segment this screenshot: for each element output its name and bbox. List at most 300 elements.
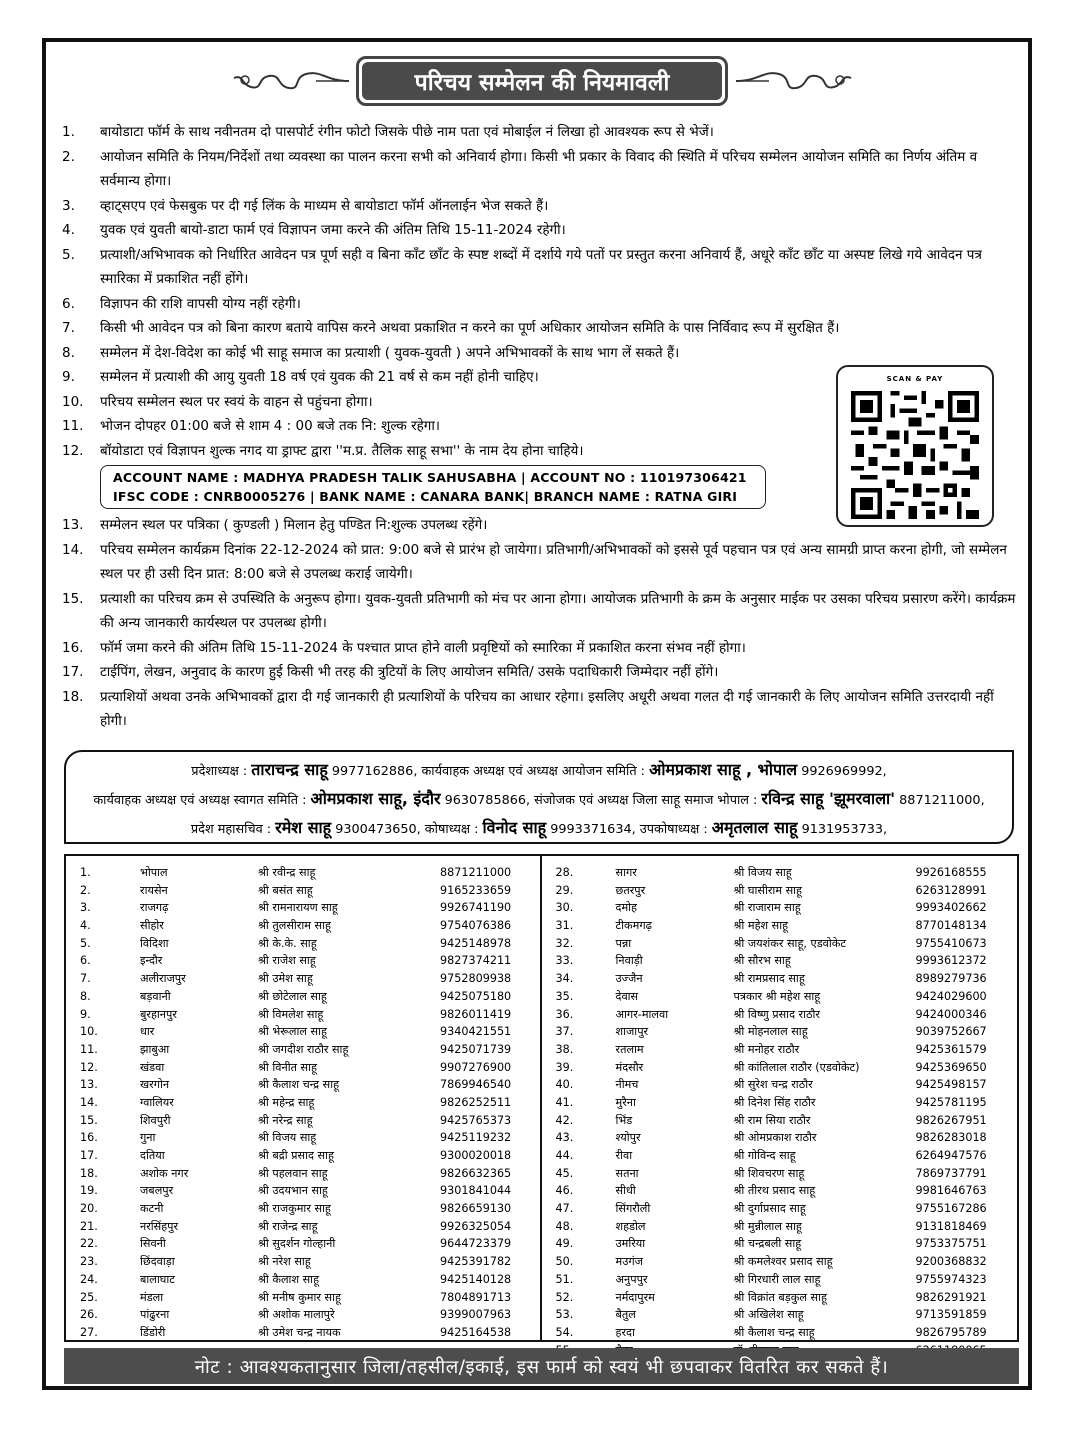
person-name: श्री गोविन्द साहू — [733, 1149, 796, 1162]
table-row — [556, 1129, 1018, 1147]
rule-item — [62, 587, 1022, 636]
phone-number: 9039752667 — [915, 1025, 987, 1039]
phone-number: 9425071739 — [440, 1042, 512, 1056]
bank-account-box — [100, 465, 766, 509]
person-name: श्री राजेश साहू — [258, 954, 316, 968]
table-row — [556, 1041, 1018, 1059]
rule-number: 4. — [62, 222, 75, 238]
phone-number: 9424029600 — [915, 989, 987, 1003]
table-row — [80, 864, 540, 882]
district-name: नर्मदापुरम — [615, 1290, 655, 1304]
table-row — [556, 1147, 1018, 1165]
row-number: 26. — [80, 1308, 98, 1322]
district-name: भिंड — [615, 1113, 633, 1127]
table-row — [80, 1218, 540, 1236]
phone-number: 9755167286 — [915, 1202, 987, 1216]
row-number: 22. — [80, 1237, 98, 1251]
district-name: मंडला — [140, 1290, 164, 1304]
table-row — [556, 1112, 1018, 1130]
rule-text: टाईपिंग, लेखन, अनुवाद के कारण हुई किसी भी तरह की त्रुटियों के लिए आयोजन समिति/ उसके पदाधिकारी जिम्मेदार नहीं होंगे। — [100, 664, 719, 680]
rule-number: 12. — [62, 442, 84, 459]
district-name: श्योपुर — [615, 1131, 641, 1145]
phone-number: 9993402662 — [915, 901, 987, 915]
table-row — [80, 988, 540, 1006]
person-name: श्री कमलेश्वर प्रसाद साहू — [733, 1255, 833, 1269]
table-row — [556, 970, 1018, 988]
district-name: खरगोन — [140, 1078, 170, 1092]
row-number: 33. — [555, 954, 574, 968]
row-number: 27. — [80, 1325, 98, 1339]
rule-number: 9. — [62, 369, 75, 385]
district-name: राजगढ़ — [140, 901, 169, 915]
row-number: 37. — [555, 1025, 574, 1039]
official-name: अमृतलाल साहू — [711, 818, 798, 837]
rule-text: युवक एवं युवती बायो-डाटा फार्म एवं विज्ञापन जमा करने की अंतिम तिथि 15-11-2024 रहेगी। — [100, 222, 566, 238]
person-name: श्री रवीन्द्र साहू — [258, 866, 316, 879]
table-row — [80, 1271, 540, 1289]
table-row — [80, 882, 540, 900]
row-number: 10. — [80, 1025, 98, 1039]
phone-number: 9754076386 — [440, 919, 512, 933]
phone-number: 9425781195 — [915, 1095, 987, 1109]
person-name: श्री विमलेश साहू — [258, 1007, 324, 1021]
district-name: गुना — [140, 1131, 156, 1145]
district-name: ग्वालियर — [140, 1095, 174, 1109]
row-number: 7. — [80, 972, 91, 986]
district-name: बड़वानी — [140, 989, 171, 1003]
district-name: टीकमगढ़ — [615, 919, 652, 933]
person-name: श्री अखिलेश साहू — [733, 1308, 804, 1322]
row-number: 35. — [555, 989, 574, 1003]
rule-text: फॉर्म जमा करने की अंतिम तिथि 15-11-2024 के पश्चात प्राप्त होने वाली प्रवृष्टियों को स्मारिका में प्रकाशित करना संभव नहीं होगा। — [100, 639, 746, 656]
person-name: श्री रामनारायण साहू — [258, 901, 338, 915]
district-name: बैतुल — [615, 1308, 636, 1322]
row-number: 12. — [80, 1060, 98, 1074]
table-row — [80, 899, 540, 917]
rule-number: 14. — [62, 541, 84, 558]
person-name: श्री अशोक मालापुरे — [258, 1308, 335, 1322]
table-row — [80, 935, 540, 953]
table-row — [556, 1218, 1018, 1236]
official-label: कार्यवाहक अध्यक्ष एवं अध्यक्ष स्वागत समिति : — [93, 793, 311, 808]
phone-number: 9200368832 — [915, 1255, 987, 1269]
account-line-1: ACCOUNT NAME : MADHYA PRADESH TALIK SAHUSABHA | ACCOUNT NO : 110197306421 — [113, 470, 747, 485]
phone-number: 7869737791 — [915, 1166, 987, 1180]
row-number: 5. — [80, 936, 91, 950]
table-row — [556, 1235, 1018, 1253]
person-name: श्री उमेश चन्द्र नायक — [258, 1325, 341, 1339]
phone-number: 9300020018 — [440, 1149, 512, 1162]
row-number: 4. — [80, 919, 91, 933]
person-name: श्री के.के. साहू — [258, 936, 317, 950]
phone-number: 6263128991 — [915, 883, 987, 897]
table-row — [80, 1059, 540, 1077]
table-row — [80, 1235, 540, 1253]
rule-text: प्रत्याशी/अभिभावक को निर्धारित आवेदन पत्र पूर्ण सही व बिना काँट छाँट के स्पष्ट शब्दों में दर्शाये गये पतों पर प्रस्तुत करना अनिवार्य हैं, अधूरे काँट छाँट या अस्पष्ट लिखे गये आवेदन पत्र स्मारिका में प्रकाशित नहीं होंगे। — [100, 246, 982, 287]
person-name: श्री तीरथ प्रसाद साहू — [733, 1184, 816, 1198]
footer-note: नोट : आवश्यकतानुसार जिला/तहसील/इकाई, इस फार्म को स्वयं भी छपवाकर वितरित कर सकते हैं। — [64, 1348, 1019, 1384]
row-number: 40. — [555, 1078, 574, 1092]
title-box — [356, 56, 728, 106]
person-name: श्री कांतिलाल राठौर (एडवोकेट) — [733, 1060, 860, 1074]
table-row — [556, 1253, 1018, 1271]
table-row — [80, 1306, 540, 1324]
rule-number: 10. — [62, 393, 84, 410]
district-name: मंदसौर — [615, 1060, 644, 1074]
district-name: बालाघाट — [140, 1272, 175, 1286]
official-label: 9300473650, कोषाध्यक्ष : — [331, 822, 483, 837]
phone-number: 9425164538 — [440, 1325, 512, 1339]
rule-text: सम्मेलन में देश-विदेश का कोई भी साहू समाज का प्रत्याशी ( युवक-युवती ) अपने अभिभावकों के साथ भाग लें सकते हैं। — [100, 344, 680, 361]
table-row — [556, 1165, 1018, 1183]
rule-item — [62, 660, 1022, 685]
phone-number: 9827374211 — [440, 954, 512, 968]
district-name: सागर — [615, 866, 637, 879]
rule-number: 1. — [62, 124, 75, 140]
table-row — [80, 1165, 540, 1183]
row-number: 36. — [555, 1007, 574, 1021]
district-name: रायसेन — [140, 883, 168, 897]
person-name: श्री दिनेश सिंह राठौर — [733, 1095, 816, 1109]
row-number: 1. — [80, 866, 91, 879]
district-name: झाबुआ — [140, 1042, 170, 1056]
row-number: 29. — [555, 883, 574, 897]
phone-number: 9926168555 — [915, 866, 987, 879]
district-name: धार — [140, 1025, 155, 1039]
rule-item — [62, 685, 1022, 734]
phone-number: 9981646763 — [915, 1184, 987, 1198]
phone-number: 9425765373 — [440, 1113, 512, 1127]
phone-number: 9425361579 — [915, 1042, 987, 1056]
person-name: श्री शिवचरण साहू — [733, 1166, 805, 1180]
district-name: रीवा — [615, 1149, 633, 1162]
official-phone: 9131953733, — [797, 822, 888, 837]
district-name: जबलपुर — [140, 1184, 174, 1198]
table-row — [556, 1324, 1018, 1342]
person-name: श्री ओमप्रकाश राठौर — [733, 1131, 817, 1145]
row-number: 24. — [80, 1272, 98, 1286]
phone-number: 9425498157 — [915, 1078, 987, 1092]
phone-number: 9826632365 — [440, 1166, 512, 1180]
table-row — [80, 1041, 540, 1059]
phone-number: 8770148134 — [915, 919, 987, 933]
official-label: 9977162886, कार्यवाहक अध्यक्ष एवं अध्यक्ष आयोजन समिति : — [327, 764, 650, 779]
table-row — [80, 1253, 540, 1271]
qr-payment-box[interactable] — [836, 365, 994, 527]
phone-number: 9425140128 — [440, 1272, 512, 1286]
person-name: श्री मोहनलाल साहू — [733, 1025, 808, 1039]
row-number: 31. — [555, 919, 574, 933]
official-name: ताराचन्द्र साहू — [251, 760, 328, 779]
person-name: श्री नरेन्द्र साहू — [258, 1113, 313, 1127]
phone-number: 9425391782 — [440, 1255, 512, 1269]
table-row — [80, 1324, 540, 1342]
district-name: सिंगरौली — [615, 1202, 651, 1216]
district-name: बुरहानपुर — [140, 1007, 177, 1021]
row-number: 41. — [555, 1095, 574, 1109]
officials-line-3 — [66, 814, 1012, 843]
row-number: 43. — [555, 1131, 574, 1145]
row-number: 50. — [555, 1255, 574, 1269]
district-name: हरदा — [615, 1325, 635, 1339]
phone-number: 9301841044 — [440, 1184, 512, 1198]
district-name: रतलाम — [615, 1042, 644, 1056]
phone-number: 9826283018 — [915, 1131, 987, 1145]
rule-number: 6. — [62, 295, 75, 312]
table-row — [80, 1006, 540, 1024]
district-name: उमरिया — [615, 1237, 646, 1251]
district-contacts-table — [64, 854, 1019, 1342]
table-row — [80, 1147, 540, 1165]
person-name: श्री विजय साहू — [733, 866, 792, 879]
person-name: श्री विक्रांत बड़कुल साहू — [733, 1290, 827, 1304]
person-name: श्री विजय साहू — [258, 1131, 317, 1145]
phone-number: 9826795789 — [915, 1325, 987, 1339]
district-name: दतिया — [140, 1149, 165, 1162]
person-name: श्री विनीत साहू — [258, 1060, 317, 1074]
phone-number: 9926325054 — [440, 1219, 512, 1233]
rule-number: 8. — [62, 344, 75, 361]
person-name: श्री छोटेलाल साहू — [258, 989, 327, 1003]
phone-number: 9826291921 — [915, 1290, 987, 1304]
rule-number: 3. — [62, 197, 75, 214]
account-line-2: IFSC CODE : CNRB0005276 | BANK NAME : CANARA BANK| BRANCH NAME : RATNA GIRI — [113, 489, 738, 504]
table-row — [556, 917, 1018, 935]
district-name: सतना — [615, 1166, 639, 1180]
qr-code-icon[interactable] — [851, 391, 979, 519]
rule-text: सम्मेलन स्थल पर पत्रिका ( कुण्डली ) मिलान हेतु पण्डित नि:शुल्क उपलब्ध रहेंगे। — [100, 517, 488, 533]
rule-item — [62, 538, 1022, 587]
rule-text: बायोडाटा फॉर्म के साथ नवीनतम दो पासपोर्ट रंगीन फोटो जिसके पीछे नाम पता एवं मोबाईल नं लिखा हो आवश्यक रूप से भेजें। — [100, 124, 714, 140]
rule-text: प्रत्याशियों अथवा उनके अभिभावकों द्वारा दी गई जानकारी ही प्रत्याशियों के परिचय का आधार रहेगा। इसलिए अधूरी अथवा गलत दी गई जानकारी के लिए आयोजन समिति उत्तरदायी नहीं होगी। — [100, 688, 994, 729]
phone-number: 7869946540 — [440, 1078, 512, 1092]
person-name: श्री महेन्द्र साहू — [258, 1095, 315, 1109]
rule-text: किसी भी आवेदन पत्र को बिना कारण बताये वापिस करने अथवा प्रकाशित न करने का पूर्ण अधिकार आयोजन समिति के पास निर्विवाद रूप में सुरक्षित हैं। — [100, 320, 840, 336]
district-name: नरसिंहपुर — [140, 1219, 179, 1233]
district-name: सिवनी — [140, 1237, 166, 1251]
rule-number: 15. — [62, 590, 84, 607]
official-label: 9993371634, उपकोषाध्यक्ष : — [546, 822, 712, 837]
phone-number: 9753375751 — [915, 1237, 987, 1251]
rule-number: 5. — [62, 246, 75, 263]
table-row — [80, 1076, 540, 1094]
rule-number: 17. — [62, 664, 84, 680]
district-name: सीधी — [615, 1184, 636, 1198]
row-number: 3. — [80, 901, 91, 915]
contacts-column-left — [66, 856, 542, 1340]
official-name: ओमप्रकाश साहू, इंदौर — [310, 789, 441, 808]
contacts-column-right — [542, 856, 1018, 1340]
person-name: श्री बद्री प्रसाद साहू — [258, 1149, 334, 1162]
phone-number: 9399007963 — [440, 1308, 512, 1322]
row-number: 34. — [555, 972, 574, 986]
rule-text: विज्ञापन की राशि वापसी योग्य नहीं रहेगी। — [100, 295, 301, 312]
district-name: उज्जैन — [615, 972, 643, 986]
district-name: निवाड़ी — [615, 954, 643, 968]
rule-number: 7. — [62, 320, 75, 336]
row-number: 20. — [80, 1202, 98, 1216]
rule-item — [62, 636, 1022, 661]
rule-number: 18. — [62, 688, 84, 705]
phone-number: 9907276900 — [440, 1060, 512, 1074]
person-name: श्री राम सिया राठौर — [733, 1113, 811, 1127]
table-row — [556, 1094, 1018, 1112]
person-name: श्री नरेश साहू — [258, 1255, 311, 1269]
district-name: शहडोल — [615, 1219, 646, 1233]
official-label: प्रदेश महासचिव : — [190, 822, 276, 837]
rule-number: 11. — [62, 418, 84, 434]
person-name: श्री विष्णु प्रसाद राठौर — [733, 1007, 821, 1021]
person-name: श्री मुन्नीलाल साहू — [733, 1219, 802, 1233]
phone-number: 9755410673 — [915, 936, 987, 950]
table-row — [80, 1289, 540, 1307]
phone-number: 8871211000 — [440, 866, 512, 879]
row-number: 16. — [80, 1131, 98, 1145]
table-row — [556, 1006, 1018, 1024]
table-row — [556, 899, 1018, 917]
district-name: खंडवा — [140, 1060, 165, 1074]
row-number: 21. — [80, 1219, 98, 1233]
person-name: श्री भेरूलाल साहू — [258, 1025, 327, 1039]
rule-item — [62, 145, 1022, 194]
phone-number: 8989279736 — [915, 972, 987, 986]
person-name: श्री उमेश साहू — [258, 972, 313, 986]
table-row — [80, 1112, 540, 1130]
district-name: डिंडोरी — [140, 1325, 166, 1339]
person-name: श्री जयशंकर साहू, एडवोकेट — [733, 936, 847, 950]
table-row — [556, 1271, 1018, 1289]
phone-number: 9131818469 — [915, 1219, 987, 1233]
rule-text: सम्मेलन में प्रत्याशी की आयु युवती 18 वर्ष एवं युवक की 21 वर्ष से कम नहीं होनी चाहिए। — [100, 369, 539, 385]
district-name: आगर-मालवा — [615, 1007, 669, 1021]
phone-number: 9826267951 — [915, 1113, 987, 1127]
phone-number: 9425369650 — [915, 1060, 987, 1074]
person-name: श्री दुर्गाप्रसाद साहू — [733, 1202, 806, 1216]
phone-number: 7804891713 — [440, 1290, 512, 1304]
rule-text: भोजन दोपहर 01:00 बजे से शाम 4 : 00 बजे तक नि: शुल्क रहेगा। — [100, 418, 440, 434]
phone-number: 9826252511 — [440, 1095, 512, 1109]
table-row — [556, 1306, 1018, 1324]
person-name: श्री सुदर्शन गोल्हानी — [258, 1237, 336, 1251]
officials-line-2 — [66, 785, 1012, 814]
official-label: प्रदेशाध्यक्ष : — [191, 764, 252, 779]
table-row — [80, 1182, 540, 1200]
row-number: 19. — [80, 1184, 98, 1198]
person-name: श्री राजाराम साहू — [733, 901, 801, 915]
person-name: श्री उदयभान साहू — [258, 1184, 328, 1198]
district-name: भोपाल — [140, 866, 168, 879]
district-name: विदिशा — [140, 936, 169, 950]
officials-line-1 — [66, 756, 1012, 785]
row-number: 46. — [555, 1184, 574, 1198]
rule-item — [62, 292, 1022, 317]
district-name: पन्ना — [615, 936, 632, 950]
table-row — [556, 1182, 1018, 1200]
row-number: 14. — [80, 1095, 98, 1109]
district-name: अनुपपुर — [615, 1272, 648, 1286]
district-name: कटनी — [140, 1202, 164, 1216]
person-name: श्री सौरभ साहू — [733, 954, 791, 968]
table-row — [80, 1200, 540, 1218]
document-frame — [42, 38, 1032, 1390]
person-name: श्री महेश साहू — [733, 919, 789, 933]
row-number: 23. — [80, 1255, 98, 1269]
row-number: 42. — [555, 1113, 574, 1127]
ornament-left-icon — [231, 66, 351, 96]
table-row — [556, 1200, 1018, 1218]
row-number: 11. — [80, 1042, 98, 1056]
row-number: 52. — [555, 1290, 574, 1304]
district-name: मुरैना — [615, 1095, 636, 1109]
officials-box — [64, 750, 1014, 844]
phone-number: 9993612372 — [915, 954, 987, 968]
rule-number: 16. — [62, 639, 84, 656]
person-name: श्री कैलाश साहू — [258, 1272, 320, 1286]
phone-number: 9425119232 — [440, 1131, 512, 1145]
table-row — [80, 1094, 540, 1112]
table-row — [556, 1023, 1018, 1041]
person-name: श्री तुलसीराम साहू — [258, 919, 331, 933]
district-name: पांढुरना — [140, 1308, 170, 1322]
row-number: 47. — [555, 1202, 574, 1216]
rule-text: आयोजन समिति के नियम/निर्देशों तथा व्यवस्था का पालन करना सभी को अनिवार्य होगा। किसी भी प्रकार के विवाद की स्थिति में परिचय सम्मेलन आयोजन समिति का निर्णय अंतिम व सर्वमान्य होगा। — [100, 148, 978, 189]
person-name: श्री सुरेश चन्द्र राठौर — [733, 1078, 813, 1092]
table-row — [556, 1059, 1018, 1077]
table-row — [556, 988, 1018, 1006]
row-number: 17. — [80, 1149, 98, 1162]
person-name: श्री कैलाश चन्द्र साहू — [733, 1325, 815, 1339]
table-row — [556, 1289, 1018, 1307]
phone-number: 9826659130 — [440, 1202, 512, 1216]
district-name: नीमच — [615, 1078, 639, 1092]
phone-number: 6264947576 — [915, 1149, 987, 1162]
official-name: विनोद साहू — [482, 818, 547, 837]
phone-number: 9926741190 — [440, 901, 512, 915]
official-phone: 9926969992, — [797, 764, 887, 779]
row-number: 49. — [555, 1237, 574, 1251]
rule-text: बॉयोडाटा एवं विज्ञापन शुल्क नगद या ड्राफ्ट द्वारा ''म.प्र. तैलिक साहू सभा'' के नाम देय होना चाहिये। — [100, 442, 584, 459]
table-row — [556, 935, 1018, 953]
district-name: सीहोर — [140, 919, 164, 933]
phone-number: 9340421551 — [440, 1025, 512, 1039]
row-number: 28. — [555, 866, 574, 879]
person-name: श्री राजकुमार साहू — [258, 1202, 331, 1216]
phone-number: 9165233659 — [440, 883, 512, 897]
row-number: 39. — [555, 1060, 574, 1074]
row-number: 53. — [555, 1308, 574, 1322]
person-name: श्री बसंत साहू — [258, 883, 313, 897]
person-name: श्री घासीराम साहू — [733, 883, 802, 897]
rule-item — [62, 316, 1022, 341]
phone-number: 9826011419 — [440, 1007, 512, 1021]
row-number: 15. — [80, 1113, 98, 1127]
title-area — [46, 56, 1028, 112]
table-row — [80, 952, 540, 970]
row-number: 51. — [555, 1272, 574, 1286]
official-name: रमेश साहू — [275, 818, 332, 837]
phone-number: 9425148978 — [440, 936, 512, 950]
person-name: श्री रामप्रसाद साहू — [733, 972, 805, 986]
ornament-right-icon — [734, 66, 854, 96]
scan-pay-label: SCAN & PAY — [886, 375, 944, 383]
row-number: 45. — [555, 1166, 574, 1180]
row-number: 54. — [555, 1325, 574, 1339]
table-row — [556, 952, 1018, 970]
phone-number: 9424000346 — [915, 1007, 987, 1021]
row-number: 30. — [555, 901, 574, 915]
table-row — [80, 1129, 540, 1147]
table-row — [556, 864, 1018, 882]
